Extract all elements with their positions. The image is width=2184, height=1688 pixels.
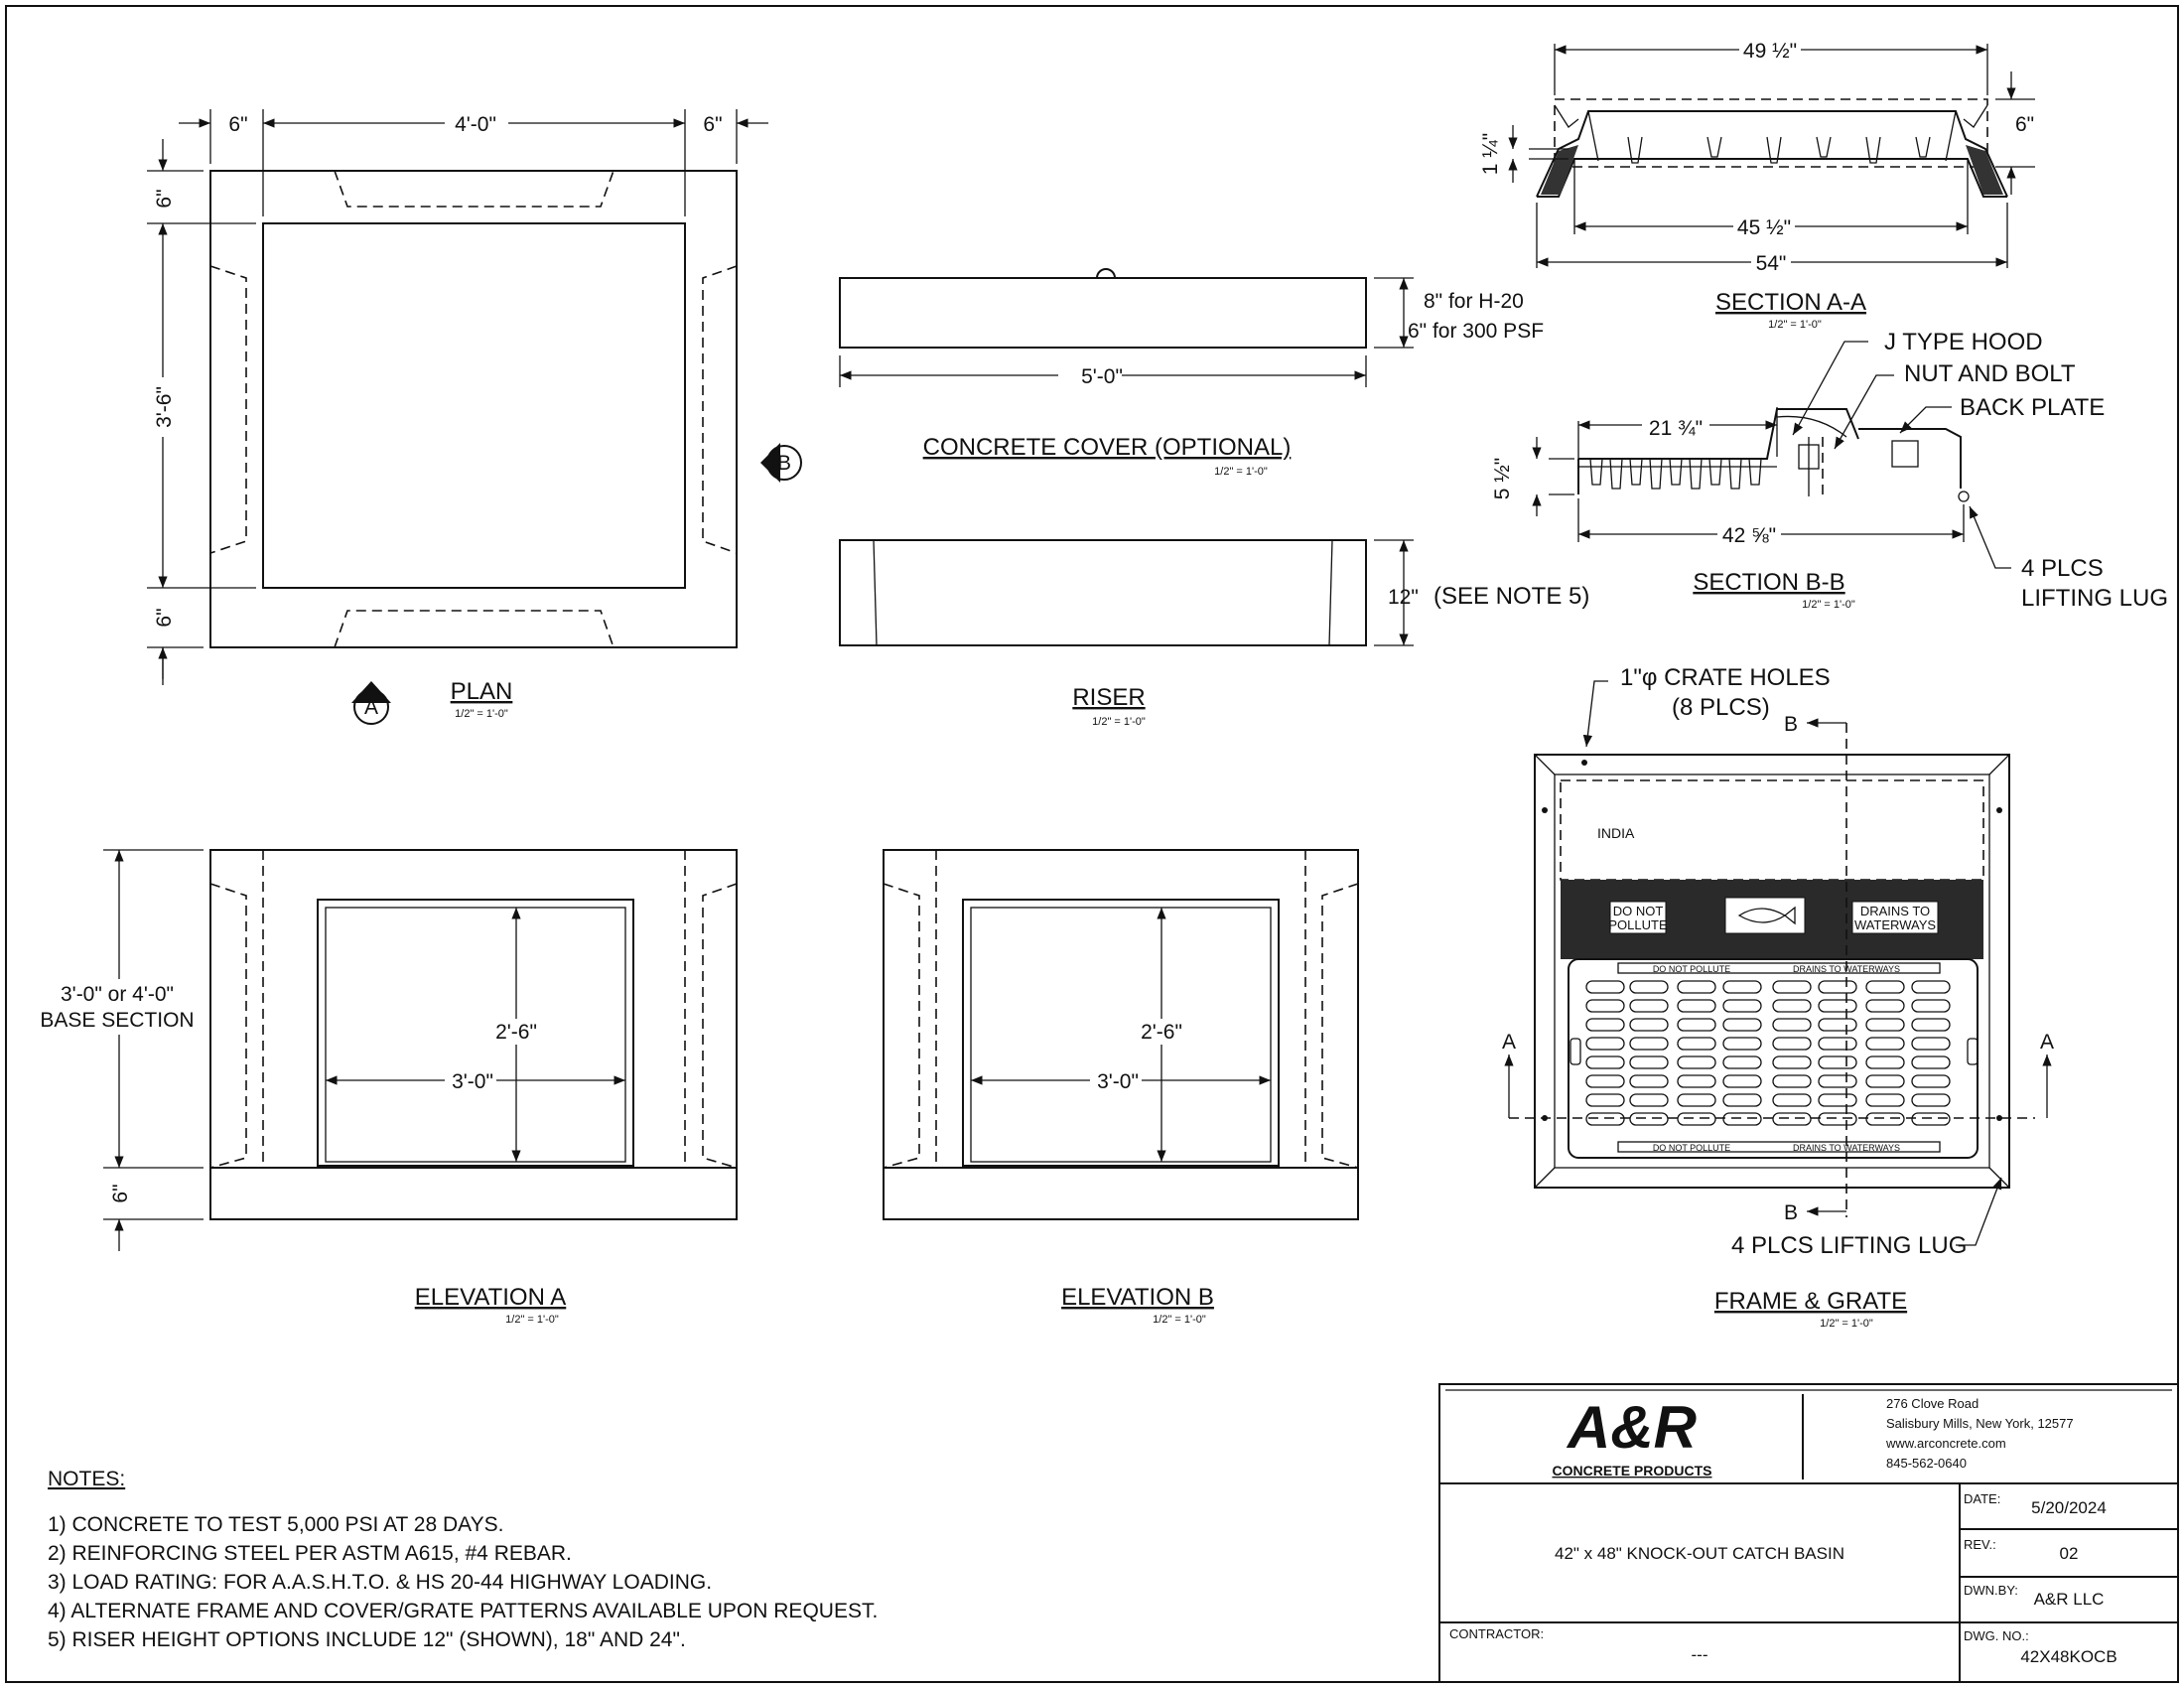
callout-crate-holes: 1"φ CRATE HOLES xyxy=(1620,664,1831,691)
callout-lug-count: 4 PLCS xyxy=(2021,555,2104,582)
grate-slot xyxy=(1912,1000,1950,1012)
contractor-value: --- xyxy=(1691,1645,1708,1664)
cut-a-left: A xyxy=(1501,1031,1517,1054)
frame-grate-title: FRAME & GRATE xyxy=(1713,1288,1908,1315)
grate-slot xyxy=(1866,1019,1904,1031)
grate-slot xyxy=(1630,1000,1668,1012)
section-bb-dim-grate: 21 ¾" xyxy=(1648,417,1704,440)
grate-slot xyxy=(1630,981,1668,993)
grate-slot xyxy=(1723,1000,1761,1012)
company-website: www.arconcrete.com xyxy=(1886,1436,2006,1451)
elev-a-section-line2: BASE SECTION xyxy=(40,1009,195,1032)
riser-view xyxy=(840,540,1414,645)
grate-slot xyxy=(1723,1019,1761,1031)
grate-slot xyxy=(1819,1113,1856,1125)
drawing-number-value: 42X48KOCB xyxy=(2020,1647,2117,1666)
grate-slot xyxy=(1819,1019,1856,1031)
cut-b-bottom: B xyxy=(1783,1201,1799,1224)
drawn-by-value: A&R LLC xyxy=(2033,1590,2105,1609)
rev-label: REV.: xyxy=(1964,1537,1996,1552)
frame-grate-scale: 1/2" = 1'-0" xyxy=(1820,1318,1873,1330)
plan-dim-top-6: 6" xyxy=(153,189,176,209)
callout-j-type-hood: J TYPE HOOD xyxy=(1884,329,2043,355)
cut-b-top: B xyxy=(1783,713,1799,736)
grate-slot xyxy=(1866,1113,1904,1125)
grate-slot xyxy=(1678,981,1715,993)
cover-note-psf: 6" for 300 PSF xyxy=(1408,320,1545,343)
grate-slot xyxy=(1630,1038,1668,1050)
callout-nut-and-bolt: NUT AND BOLT xyxy=(1904,360,2076,387)
cover-note-h20: 8" for H-20 xyxy=(1424,290,1524,313)
grate-slot xyxy=(1912,1094,1950,1106)
grate-slot xyxy=(1586,1000,1624,1012)
address-line-1: 276 Clove Road xyxy=(1886,1396,1979,1411)
elev-a-dim-opening-h: 2'-6" xyxy=(495,1021,537,1044)
grate-slot xyxy=(1819,1075,1856,1087)
contractor-label: CONTRACTOR: xyxy=(1449,1626,1545,1641)
elevation-b-title: ELEVATION B xyxy=(1061,1284,1214,1311)
grate-slot xyxy=(1866,1094,1904,1106)
grate-slot xyxy=(1678,1113,1715,1125)
grate-slot xyxy=(1630,1094,1668,1106)
grate-slot xyxy=(1678,1094,1715,1106)
strip-top-right: DRAINS TO WATERWAYS xyxy=(1792,964,1901,974)
plan-scale: 1/2" = 1'-0" xyxy=(455,708,508,720)
drawing-title: 42" x 48" KNOCK-OUT CATCH BASIN xyxy=(1554,1544,1845,1563)
grate-slot xyxy=(1819,1000,1856,1012)
grate-slot xyxy=(1723,981,1761,993)
plan-dim-right-6: 6" xyxy=(703,113,723,136)
grate-slot xyxy=(1678,1038,1715,1050)
riser-dim-height: 12" xyxy=(1388,586,1419,609)
plate-right-line1: DRAINS TO xyxy=(1859,904,1931,918)
company-phone: 845-562-0640 xyxy=(1886,1456,1967,1471)
elevation-b-scale: 1/2" = 1'-0" xyxy=(1153,1314,1206,1326)
section-marker-a xyxy=(351,681,391,724)
grate-slot xyxy=(1586,1019,1624,1031)
section-aa-title: SECTION A-A xyxy=(1714,289,1867,316)
section-bb-dim-height: 5 ½" xyxy=(1491,457,1514,500)
grate-slot xyxy=(1723,1056,1761,1068)
rev-value: 02 xyxy=(2059,1544,2079,1563)
plan-dim-left-6: 6" xyxy=(228,113,248,136)
grate-slot xyxy=(1723,1075,1761,1087)
strip-bottom-left: DO NOT POLLUTE xyxy=(1652,1143,1731,1153)
grate-slot xyxy=(1586,1113,1624,1125)
svg-text:B: B xyxy=(776,452,792,475)
elev-a-dim-base: 6" xyxy=(109,1184,132,1203)
riser-note: (SEE NOTE 5) xyxy=(1433,583,1590,610)
elev-b-dim-opening-h: 2'-6" xyxy=(1141,1021,1182,1044)
grate-slot xyxy=(1912,1019,1950,1031)
note-4: 4) ALTERNATE FRAME AND COVER/GRATE PATTERNS AVAILABLE UPON REQUEST. xyxy=(48,1600,879,1622)
section-aa-dim-overall: 54" xyxy=(1755,252,1787,275)
grate-slot xyxy=(1773,1113,1811,1125)
grate-slot xyxy=(1819,1038,1856,1050)
grate-slot xyxy=(1912,1056,1950,1068)
notes-heading: NOTES: xyxy=(48,1468,126,1490)
grate-slot xyxy=(1819,1056,1856,1068)
grate-slot xyxy=(1586,1094,1624,1106)
plan-dim-height: 3'-6" xyxy=(153,386,176,428)
section-bb-scale: 1/2" = 1'-0" xyxy=(1802,599,1855,611)
callout-lifting-lug: LIFTING LUG xyxy=(2021,585,2169,612)
section-aa-dim-top: 49 ½" xyxy=(1742,40,1798,63)
strip-bottom-right: DRAINS TO WATERWAYS xyxy=(1792,1143,1901,1153)
frame-grate-view xyxy=(1509,681,2047,1245)
grate-slot xyxy=(1723,1038,1761,1050)
grate-slot xyxy=(1630,1075,1668,1087)
grate-slot xyxy=(1819,981,1856,993)
grate-slot xyxy=(1678,1000,1715,1012)
callout-lifting-lug-grate: 4 PLCS LIFTING LUG xyxy=(1731,1232,1968,1259)
section-marker-b xyxy=(760,443,801,483)
grate-slot xyxy=(1586,981,1624,993)
drawn-by-label: DWN.BY: xyxy=(1964,1583,2018,1598)
elevation-a-title: ELEVATION A xyxy=(414,1284,567,1311)
strip-top-left: DO NOT POLLUTE xyxy=(1652,964,1731,974)
section-aa-dim-depth: 6" xyxy=(2015,113,2035,136)
section-aa-dim-lip: 1 ¼" xyxy=(1479,132,1502,176)
elev-a-section-line1: 3'-0" or 4'-0" xyxy=(61,983,174,1006)
note-3: 3) LOAD RATING: FOR A.A.S.H.T.O. & HS 20-44 HIGHWAY LOADING. xyxy=(48,1571,713,1594)
elevation-a-scale: 1/2" = 1'-0" xyxy=(505,1314,559,1326)
grate-slot xyxy=(1773,1000,1811,1012)
grate-slot xyxy=(1678,1019,1715,1031)
elevation-a-view xyxy=(103,850,737,1251)
grate-slot xyxy=(1866,1075,1904,1087)
callout-crate-holes-count: (8 PLCS) xyxy=(1672,694,1770,721)
grate-slot xyxy=(1773,981,1811,993)
plate-right-line2: WATERWAYS xyxy=(1853,917,1937,932)
riser-title: RISER xyxy=(1072,684,1146,711)
elev-a-dim-opening-w: 3'-0" xyxy=(452,1070,493,1093)
elevation-b-view xyxy=(884,850,1358,1219)
note-5: 5) RISER HEIGHT OPTIONS INCLUDE 12" (SHOWN), 18" AND 24". xyxy=(48,1628,686,1651)
grate-slot xyxy=(1586,1038,1624,1050)
grate-slot xyxy=(1773,1056,1811,1068)
grate-slot xyxy=(1773,1038,1811,1050)
plan-view xyxy=(147,109,768,685)
section-bb-dim-overall: 42 ⅝" xyxy=(1721,524,1777,547)
date-value: 5/20/2024 xyxy=(2031,1498,2107,1517)
grate-slot xyxy=(1630,1113,1668,1125)
grate-slot xyxy=(1912,981,1950,993)
cover-title: CONCRETE COVER (OPTIONAL) xyxy=(922,434,1292,461)
date-label: DATE: xyxy=(1964,1491,2001,1506)
grate-slot xyxy=(1678,1056,1715,1068)
section-aa-scale: 1/2" = 1'-0" xyxy=(1768,319,1822,331)
note-1: 1) CONCRETE TO TEST 5,000 PSI AT 28 DAYS. xyxy=(48,1513,504,1536)
section-aa-dim-inner: 45 ½" xyxy=(1736,216,1792,239)
grate-cast-india: INDIA xyxy=(1597,825,1635,841)
note-2: 2) REINFORCING STEEL PER ASTM A615, #4 REBAR. xyxy=(48,1542,572,1565)
grate-slot xyxy=(1866,981,1904,993)
grate-slot xyxy=(1723,1094,1761,1106)
grate-slot xyxy=(1630,1019,1668,1031)
plan-dim-bottom-6: 6" xyxy=(153,608,176,628)
plate-left-line1: DO NOT xyxy=(1612,904,1664,918)
grate-slot xyxy=(1586,1075,1624,1087)
company-logo-subtitle: CONCRETE PRODUCTS xyxy=(1552,1463,1712,1478)
riser-scale: 1/2" = 1'-0" xyxy=(1092,716,1146,728)
plan-title: PLAN xyxy=(450,678,513,705)
address-line-2: Salisbury Mills, New York, 12577 xyxy=(1886,1416,2074,1431)
grate-slot xyxy=(1723,1113,1761,1125)
grate-slot xyxy=(1819,1094,1856,1106)
grate-slot xyxy=(1678,1075,1715,1087)
concrete-cover-view xyxy=(840,269,1414,387)
company-logo: A&R xyxy=(1568,1394,1697,1461)
elev-b-dim-opening-w: 3'-0" xyxy=(1097,1070,1139,1093)
cover-scale: 1/2" = 1'-0" xyxy=(1214,466,1268,478)
sheet-border xyxy=(6,6,2178,1682)
grate-slot xyxy=(1866,1038,1904,1050)
grate-slot xyxy=(1866,1000,1904,1012)
grate-slot xyxy=(1866,1056,1904,1068)
grate-slot xyxy=(1773,1094,1811,1106)
cut-a-right: A xyxy=(2039,1031,2055,1054)
grate-slot xyxy=(1912,1113,1950,1125)
cover-dim-length: 5'-0" xyxy=(1081,365,1123,388)
grate-slot xyxy=(1912,1075,1950,1087)
grate-slot xyxy=(1630,1056,1668,1068)
drawing-number-label: DWG. NO.: xyxy=(1964,1628,2029,1643)
grate-slot xyxy=(1773,1075,1811,1087)
svg-text:A: A xyxy=(363,696,379,719)
plan-dim-width: 4'-0" xyxy=(455,113,496,136)
grate-slot xyxy=(1586,1056,1624,1068)
callout-back-plate: BACK PLATE xyxy=(1960,394,2106,421)
grate-slot xyxy=(1912,1038,1950,1050)
grate-slot xyxy=(1773,1019,1811,1031)
plate-left-line2: POLLUTE xyxy=(1608,917,1668,932)
section-bb-title: SECTION B-B xyxy=(1693,569,1845,596)
